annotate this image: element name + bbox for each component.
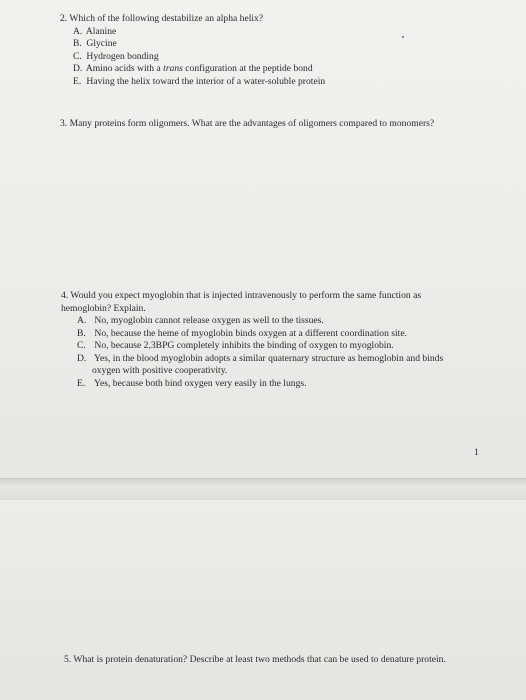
option-letter: B. bbox=[73, 38, 82, 49]
question-4-option-d-continued: oxygen with positive cooperativity. bbox=[92, 365, 228, 376]
option-letter: D. bbox=[77, 352, 87, 364]
question-2-option-c bbox=[73, 51, 325, 64]
question-4-stem-line1: 4. Would you expect myoglobin that is injected intravenously to perform the same function as bbox=[61, 290, 422, 301]
option-text-italic: trans bbox=[163, 63, 183, 74]
question-3-stem: 3. Many proteins form oligomers. What are the advantages of oligomers compared to monomers? bbox=[60, 118, 435, 129]
question-4-options bbox=[61, 315, 501, 390]
option-letter: E. bbox=[73, 75, 82, 87]
question-2-option-d bbox=[73, 63, 325, 76]
question-4-stem-line2: hemoglobin? Explain. bbox=[61, 302, 146, 314]
option-text: Yes, in the blood myoglobin adopts a similar quaternary structure as hemoglobin and binds bbox=[94, 352, 444, 364]
question-2 bbox=[60, 13, 325, 88]
question-4-option-e bbox=[77, 378, 501, 391]
option-text: Having the helix toward the interior of a water-soluble protein bbox=[86, 75, 326, 87]
option-letter: C. bbox=[77, 340, 86, 351]
option-text: No, because the heme of myoglobin binds oxygen at a different coordination site. bbox=[94, 327, 408, 339]
page-number: 1 bbox=[474, 447, 479, 458]
page-break bbox=[0, 478, 526, 502]
option-text: No, myoglobin cannot release oxygen as well to the tissues. bbox=[94, 315, 324, 326]
question-3 bbox=[60, 118, 434, 131]
option-letter: D. bbox=[73, 63, 83, 74]
option-text: Alanine bbox=[85, 25, 117, 37]
question-2-option-b bbox=[73, 38, 325, 51]
question-2-option-e bbox=[73, 76, 325, 89]
question-4 bbox=[61, 290, 501, 390]
option-text: Yes, because both bind oxygen very easily in the lungs. bbox=[94, 377, 307, 389]
question-2-option-a bbox=[73, 26, 325, 39]
question-5 bbox=[64, 654, 446, 667]
question-4-option-d bbox=[77, 353, 501, 366]
question-5-stem: 5. What is protein denaturation? Describe at least two methods that can be used to denature protein. bbox=[64, 654, 446, 665]
option-text-post: configuration at the peptide bond bbox=[182, 63, 313, 74]
question-4-option-a bbox=[77, 315, 501, 328]
option-text: No, because 2,3BPG completely inhibits the binding of oxygen to myoglobin. bbox=[94, 340, 394, 351]
option-text: Glycine bbox=[86, 38, 117, 49]
page-2 bbox=[0, 500, 526, 700]
option-letter: A. bbox=[77, 315, 87, 326]
option-letter: C. bbox=[73, 50, 82, 62]
option-text: Hydrogen bonding bbox=[86, 50, 159, 62]
question-2-options bbox=[60, 26, 325, 89]
option-letter: E. bbox=[77, 377, 86, 389]
option-letter: A. bbox=[73, 25, 83, 37]
stray-mark bbox=[402, 36, 404, 38]
question-2-stem: 2. Which of the following destabilize an alpha helix? bbox=[60, 13, 264, 24]
question-4-option-c bbox=[77, 340, 501, 353]
option-text-pre: Amino acids with a bbox=[85, 63, 164, 74]
option-letter: B. bbox=[77, 327, 86, 339]
question-4-option-b bbox=[77, 328, 501, 341]
